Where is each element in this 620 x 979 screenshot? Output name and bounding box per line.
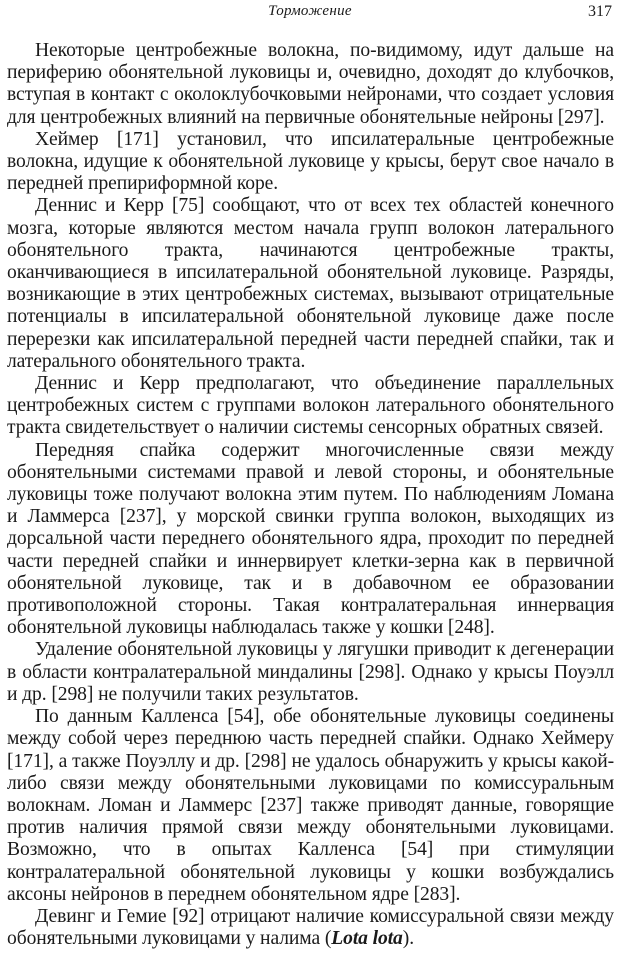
- body-text: [7, 40, 614, 950]
- paragraph-4: Деннис и Керр предполагают, что объединение параллельных центробежных систем с группами волокон латерального обонятельного тракта свидетельствует о наличии системы сенсорных обратных связей.: [7, 373, 614, 439]
- page-header: [0, 3, 620, 23]
- paragraph-1: Некоторые центробежные волокна, по-видимому, идут дальше на периферию обонятельной луковицы и, очевидно, доходят до клубочков, вступая в контакт с околоклубочковыми нейронами, что создает условия для центробежных влияний на первичные обонятельные нейроны [297].: [7, 40, 614, 128]
- species-name: Lota lota: [331, 928, 403, 950]
- running-title: Торможение: [268, 3, 352, 19]
- paragraph-7: По данным Калленса [54], обе обонятельные луковицы соединены между собой через переднюю часть передней спайки. Однако Хеймеру [171], а также Поуэллу и др. [298] не удалось обнаружить у крысы какой-либо связи между обонятельными луковицами по комиссуральным волокнам. Ломан и Ламмерс [237] также приводят данные, говорящие против наличия прямой связи между обонятельными луковицами. Возможно, что в опытах Калленса [54] при стимуляции контралатеральной обонятельной луковицы у кошки возбуждались аксоны нейронов в переднем обонятельном ядре [283].: [7, 706, 614, 905]
- paragraph-8: [7, 906, 614, 950]
- paragraph-2: Хеймер [171] установил, что ипсилатеральные центробежные волокна, идущие к обонятельной луковице у крысы, берут свое начало в передней препириформной коре.: [7, 128, 614, 195]
- paragraph-8-text: Девинг и Гемие [92] отрицают наличие комиссуральной связи между обонятельными луковицами у налима (: [7, 905, 614, 950]
- page-number: 317: [588, 3, 612, 20]
- paragraph-5: Передняя спайка содержит многочисленные связи между обонятельными системами правой и левой стороны, и обонятельные луковицы тоже получают волокна этим путем. По наблюдениям Ломана и Ламмерса [237], у морской свинки группа волокон, выходящих из дорсальной части переднего обонятельного ядра, проходит по передней части передней спайки и иннервирует клетки-зерна как в первичной обонятельной луковице, так и в добавочном ее образовании противоположной стороны. Такая контралатеральная иннервация обонятельной луковицы наблюдалась также у кошки [248].: [7, 439, 614, 639]
- paragraph-8-end: ).: [402, 928, 414, 950]
- paragraph-6: Удаление обонятельной луковицы у лягушки приводит к дегенерации в области контралатеральной миндалины [298]. Однако у крысы Поуэлл и др. [298] не получили таких результатов.: [7, 639, 614, 705]
- paragraph-3: Деннис и Керр [75] сообщают, что от всех тех областей конечного мозга, которые являются местом начала групп волокон латерального обонятельного тракта, начинаются центробежные тракты, оканчивающиеся в ипсилатеральной обонятельной луковице. Разряды, возникающие в этих центробежных системах, вызывают отрицательные потенциалы в ипсилатеральной обонятельной луковице даже после перерезки как ипсилатеральной передней части передней спайки, так и латерального обонятельного тракта.: [7, 195, 614, 372]
